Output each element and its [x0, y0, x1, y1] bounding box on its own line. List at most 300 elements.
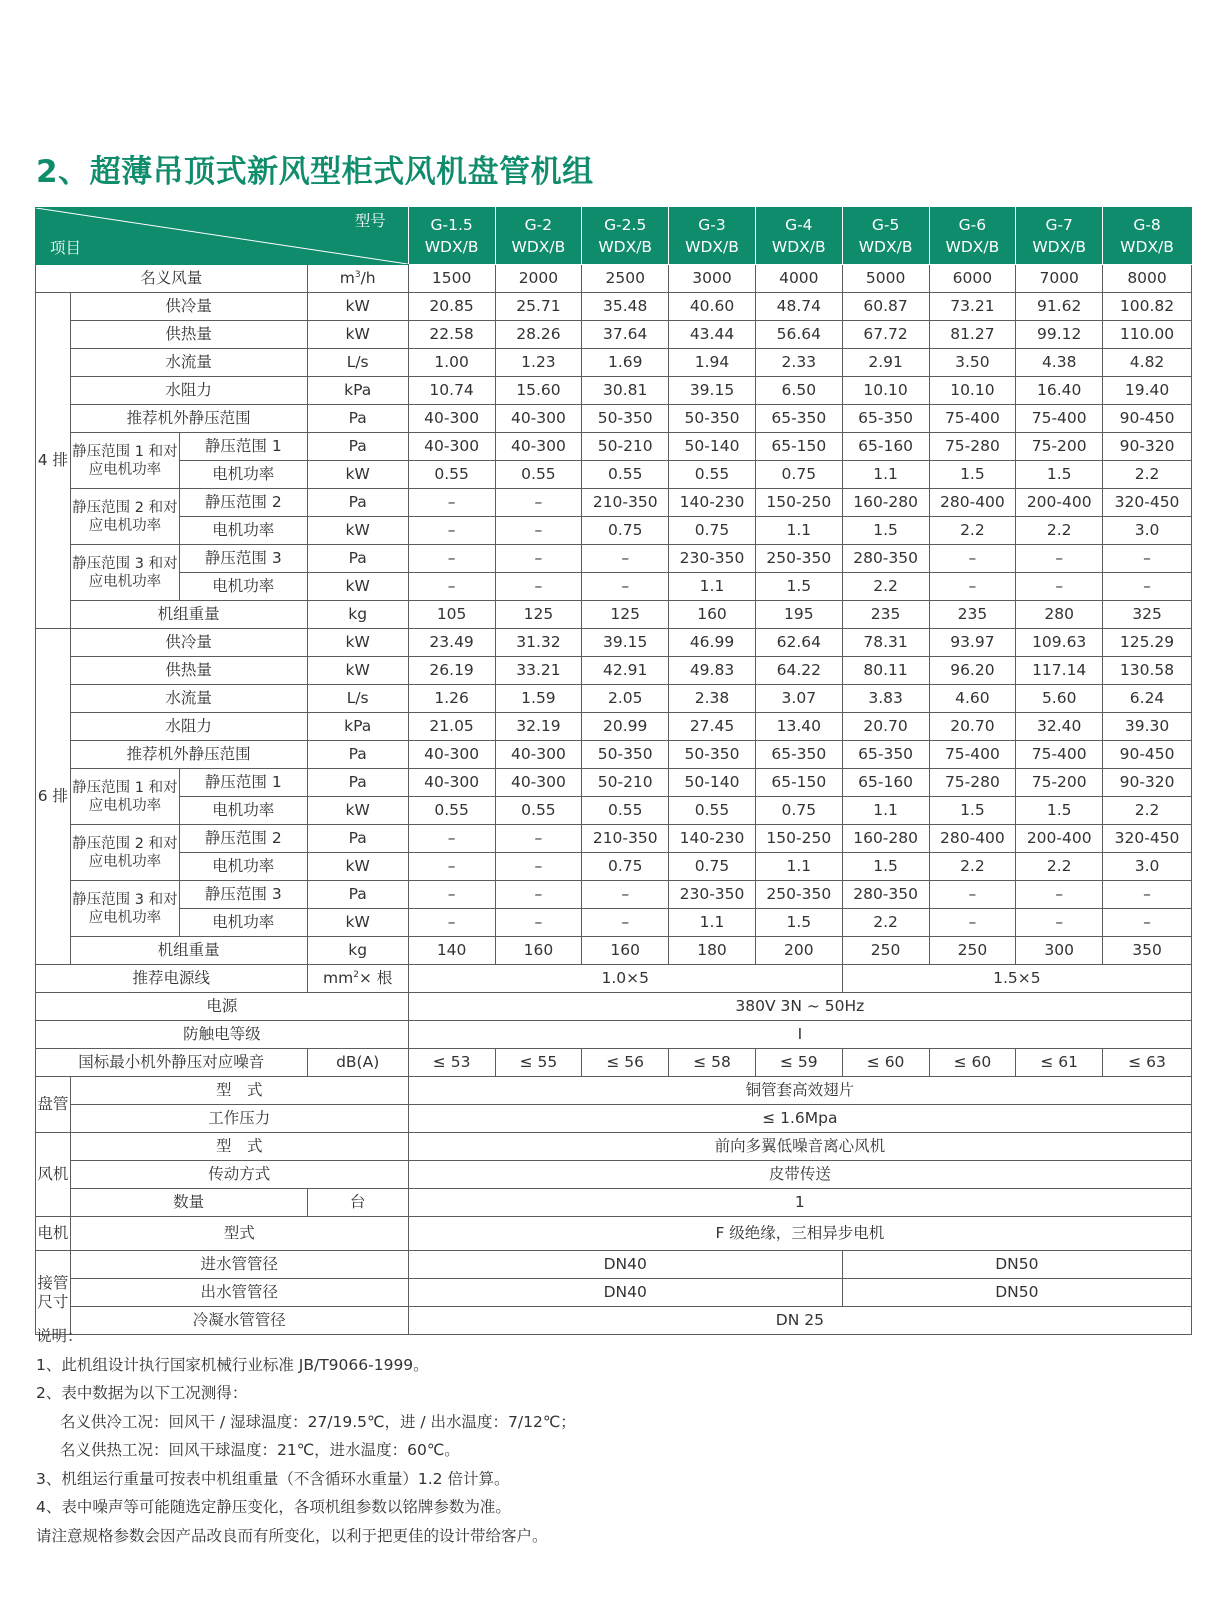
value-cell: 46.99: [669, 629, 756, 657]
value-cell: 0.55: [408, 461, 495, 489]
value-cell: 75-200: [1016, 433, 1103, 461]
value-cell: 0.75: [755, 461, 842, 489]
unit: kg: [307, 601, 408, 629]
value-cell: –: [1016, 909, 1103, 937]
section-label: 风机: [36, 1133, 71, 1217]
value-cell: 50-210: [582, 769, 669, 797]
value-cell: 50-140: [669, 433, 756, 461]
value-cell: ≤ 55: [495, 1049, 582, 1077]
value-cell: 2500: [582, 265, 669, 293]
value-cell: 200-400: [1016, 825, 1103, 853]
value-cell: –: [929, 573, 1016, 601]
sub-label: 静压范围 2: [179, 489, 307, 517]
value-cell: 90-320: [1103, 433, 1192, 461]
value-cell: 75-400: [1016, 405, 1103, 433]
value-cell: 78.31: [842, 629, 929, 657]
value-cell: 30.81: [582, 377, 669, 405]
note-line: 说明：: [36, 1327, 83, 1345]
value-cell: 39.15: [669, 377, 756, 405]
model-header: G-2 WDX/B: [495, 208, 582, 265]
value-cell: DN50: [842, 1251, 1191, 1279]
sub-label: 静压范围 3: [179, 545, 307, 573]
value-cell: 2.2: [842, 909, 929, 937]
value-cell: 10.10: [842, 377, 929, 405]
value-cell: 39.15: [582, 629, 669, 657]
value-cell: 235: [929, 601, 1016, 629]
spec-table: [35, 207, 1192, 1335]
value-cell: 2.38: [669, 685, 756, 713]
row-label: 供热量: [70, 657, 307, 685]
value-cell: 109.63: [1016, 629, 1103, 657]
value-cell: 3.07: [755, 685, 842, 713]
value-cell: 32.40: [1016, 713, 1103, 741]
value-cell: 27.45: [669, 713, 756, 741]
value-cell: 350: [1103, 937, 1192, 965]
row-label: 推荐电源线: [36, 965, 308, 993]
section-label: 接管尺寸: [36, 1251, 71, 1335]
row-label: 冷凝水管管径: [70, 1307, 408, 1335]
value-cell: 1.1: [669, 909, 756, 937]
row-label: 供冷量: [70, 629, 307, 657]
unit: kW: [307, 629, 408, 657]
sub-label: 静压范围 3: [179, 881, 307, 909]
value-cell: 62.64: [755, 629, 842, 657]
value-cell: 65-350: [842, 405, 929, 433]
sub-label: 静压范围 1: [179, 769, 307, 797]
note-line: 2、表中数据为以下工况测得：: [36, 1384, 248, 1402]
unit: $m^3/h$: [307, 265, 408, 293]
value-cell: 20.70: [929, 713, 1016, 741]
value-cell: 75-400: [1016, 741, 1103, 769]
value-cell: 3000: [669, 265, 756, 293]
value-cell: 160-280: [842, 489, 929, 517]
unit: Pa: [307, 825, 408, 853]
value-cell: 3.83: [842, 685, 929, 713]
unit: kg: [307, 937, 408, 965]
value-cell: 1.1: [842, 797, 929, 825]
value-cell: 280-400: [929, 825, 1016, 853]
value-cell: 1.1: [755, 853, 842, 881]
value-cell: 19.40: [1103, 377, 1192, 405]
value-cell: 90-320: [1103, 769, 1192, 797]
value-cell: 40-300: [408, 433, 495, 461]
value-cell: 1.5: [1016, 797, 1103, 825]
value-cell: 2.2: [1103, 461, 1192, 489]
value-cell: –: [408, 853, 495, 881]
value-cell: 2.2: [929, 853, 1016, 881]
value-cell: 150-250: [755, 489, 842, 517]
value-cell: 80.11: [842, 657, 929, 685]
unit: kW: [307, 517, 408, 545]
value-cell: ≤ 58: [669, 1049, 756, 1077]
value-cell: 1.5: [929, 797, 1016, 825]
value-cell: 7000: [1016, 265, 1103, 293]
value-cell: 0.55: [582, 461, 669, 489]
value-cell: 105: [408, 601, 495, 629]
value-cell: –: [929, 881, 1016, 909]
value-cell: 3.50: [929, 349, 1016, 377]
value-cell: 39.30: [1103, 713, 1192, 741]
value-cell: 325: [1103, 601, 1192, 629]
value-cell: –: [1016, 573, 1103, 601]
unit: Pa: [307, 405, 408, 433]
value-cell: 4000: [755, 265, 842, 293]
value-cell: 37.64: [582, 321, 669, 349]
value-cell: 75-400: [929, 741, 1016, 769]
value-cell: 65-350: [755, 741, 842, 769]
value-cell: –: [1103, 909, 1192, 937]
value-cell: 160: [669, 601, 756, 629]
value-cell: –: [929, 909, 1016, 937]
value-cell: 200-400: [1016, 489, 1103, 517]
value-cell: ≤ 63: [1103, 1049, 1192, 1077]
model-header: G-3 WDX/B: [669, 208, 756, 265]
value-cell: –: [1103, 545, 1192, 573]
value-cell: 1.23: [495, 349, 582, 377]
unit: Pa: [307, 881, 408, 909]
group-label: 静压范围 2 和对应电机功率: [70, 825, 179, 881]
row-label: 供热量: [70, 321, 307, 349]
unit: Pa: [307, 433, 408, 461]
model-label: 型号: [354, 212, 386, 230]
value-cell: 300: [1016, 937, 1103, 965]
group-label: 静压范围 2 和对应电机功率: [70, 489, 179, 545]
value-cell: 23.49: [408, 629, 495, 657]
value-cell: 140: [408, 937, 495, 965]
value-cell: 230-350: [669, 881, 756, 909]
value-cell: 1500: [408, 265, 495, 293]
value-cell: 0.55: [408, 797, 495, 825]
model-header: G-2.5 WDX/B: [582, 208, 669, 265]
value-cell: 2000: [495, 265, 582, 293]
value-cell: DN50: [842, 1279, 1191, 1307]
value-cell: –: [1103, 881, 1192, 909]
unit: kPa: [307, 713, 408, 741]
value-cell: –: [1016, 545, 1103, 573]
value-cell: –: [408, 489, 495, 517]
unit: Pa: [307, 489, 408, 517]
sub-label: 静压范围 1: [179, 433, 307, 461]
row-label: 型 式: [70, 1077, 408, 1105]
row-label: 推荐机外静压范围: [70, 405, 307, 433]
value-cell: 280-350: [842, 881, 929, 909]
value-cell: 180: [669, 937, 756, 965]
model-header: G-5 WDX/B: [842, 208, 929, 265]
note-line: 名义供冷工况：回风干 / 湿球温度：27/19.5℃，进 / 出水温度：7/12℃；: [60, 1412, 576, 1431]
group-label: 静压范围 3 和对应电机功率: [70, 881, 179, 937]
value-cell: 40-300: [408, 405, 495, 433]
group-label: 静压范围 1 和对应电机功率: [70, 433, 179, 489]
header-corner: [36, 208, 409, 265]
value-cell: 140-230: [669, 489, 756, 517]
value-cell: ≤ 60: [929, 1049, 1016, 1077]
value-cell: 1.1: [755, 517, 842, 545]
model-header: G-1.5 WDX/B: [408, 208, 495, 265]
value-cell: 160-280: [842, 825, 929, 853]
value-cell: 91.62: [1016, 293, 1103, 321]
value-cell: 0.75: [582, 853, 669, 881]
unit: L/s: [307, 685, 408, 713]
value-cell: 140-230: [669, 825, 756, 853]
value-cell: 0.55: [669, 461, 756, 489]
value-cell: 50-350: [582, 405, 669, 433]
row-label: 名义风量: [36, 265, 308, 293]
value-cell: ≤ 53: [408, 1049, 495, 1077]
value-cell: 1.5: [842, 517, 929, 545]
row-label: 工作压力: [70, 1105, 408, 1133]
value-cell: 50-350: [669, 405, 756, 433]
value-cell: 0.55: [669, 797, 756, 825]
value-cell: 16.40: [1016, 377, 1103, 405]
value-cell: 100.82: [1103, 293, 1192, 321]
value-cell: 1.5: [842, 853, 929, 881]
value-cell: 1.59: [495, 685, 582, 713]
unit: kW: [307, 573, 408, 601]
value-cell: 2.91: [842, 349, 929, 377]
model-header: G-4 WDX/B: [755, 208, 842, 265]
value-cell: 160: [495, 937, 582, 965]
unit: kW: [307, 657, 408, 685]
value-cell: 81.27: [929, 321, 1016, 349]
value-cell: 130.58: [1103, 657, 1192, 685]
value-cell: ≤ 61: [1016, 1049, 1103, 1077]
value-cell: 67.72: [842, 321, 929, 349]
value-cell: 235: [842, 601, 929, 629]
value-cell: 25.71: [495, 293, 582, 321]
unit: 台: [307, 1189, 408, 1217]
value-cell: –: [929, 545, 1016, 573]
value-cell: –: [582, 573, 669, 601]
note-line: 1、此机组设计执行国家机械行业标准 JB/T9066-1999。: [36, 1355, 429, 1374]
value-cell: 50-350: [582, 741, 669, 769]
value-cell: 1.69: [582, 349, 669, 377]
value-cell: –: [495, 881, 582, 909]
row-label: 数量: [70, 1189, 307, 1217]
value-cell: –: [408, 825, 495, 853]
value-cell: 93.97: [929, 629, 1016, 657]
row-label: 机组重量: [70, 601, 307, 629]
value-cell: 20.99: [582, 713, 669, 741]
value-cell: 64.22: [755, 657, 842, 685]
value-cell: 2.2: [1103, 797, 1192, 825]
sub-label: 电机功率: [179, 461, 307, 489]
value-cell: 0.55: [495, 797, 582, 825]
value-cell: –: [408, 909, 495, 937]
unit: kW: [307, 797, 408, 825]
value-cell: 0.55: [582, 797, 669, 825]
value-cell: 5.60: [1016, 685, 1103, 713]
value-cell: 3.0: [1103, 517, 1192, 545]
value-cell: 125: [582, 601, 669, 629]
value-cell: –: [1103, 573, 1192, 601]
value-cell: 65-160: [842, 433, 929, 461]
value-cell: 99.12: [1016, 321, 1103, 349]
value-cell: 73.21: [929, 293, 1016, 321]
value-cell: 2.2: [1016, 517, 1103, 545]
value-cell: 20.70: [842, 713, 929, 741]
unit: kW: [307, 293, 408, 321]
value-cell: 250-350: [755, 881, 842, 909]
value-cell: 1.1: [842, 461, 929, 489]
sub-label: 电机功率: [179, 853, 307, 881]
value-cell: 75-400: [929, 405, 1016, 433]
value-cell: 50-210: [582, 433, 669, 461]
value-cell: 42.91: [582, 657, 669, 685]
value-cell: 1.0×5: [408, 965, 842, 993]
value-cell: 0.75: [669, 853, 756, 881]
value-cell: 32.19: [495, 713, 582, 741]
value-cell: 40-300: [495, 741, 582, 769]
section-label: 4 排: [36, 293, 71, 629]
value-cell: 0.55: [495, 461, 582, 489]
value-cell: 1.26: [408, 685, 495, 713]
value-cell: 2.2: [842, 573, 929, 601]
group-label: 静压范围 3 和对应电机功率: [70, 545, 179, 601]
value-cell: 280-400: [929, 489, 1016, 517]
value-cell: 10.10: [929, 377, 1016, 405]
note-line: 名义供热工况：回风干球温度：21℃，进水温度：60℃。: [60, 1441, 460, 1459]
value-cell: 250-350: [755, 545, 842, 573]
row-label: 供冷量: [70, 293, 307, 321]
row-label: 型式: [70, 1217, 408, 1251]
value-cell: 0.75: [669, 517, 756, 545]
row-label: 电源: [36, 993, 409, 1021]
group-label: 静压范围 1 和对应电机功率: [70, 769, 179, 825]
value-cell: 65-150: [755, 769, 842, 797]
value-cell: 380V 3N ~ 50Hz: [408, 993, 1191, 1021]
value-cell: 1: [408, 1189, 1191, 1217]
sub-label: 电机功率: [179, 573, 307, 601]
value-cell: 28.26: [495, 321, 582, 349]
value-cell: 75-280: [929, 433, 1016, 461]
value-cell: –: [582, 545, 669, 573]
item-label: 项目: [50, 239, 82, 257]
value-cell: 110.00: [1103, 321, 1192, 349]
value-cell: 0.75: [582, 517, 669, 545]
value-cell: –: [495, 489, 582, 517]
value-cell: 230-350: [669, 545, 756, 573]
value-cell: 20.85: [408, 293, 495, 321]
value-cell: 65-350: [842, 741, 929, 769]
unit: Pa: [307, 769, 408, 797]
value-cell: –: [408, 881, 495, 909]
value-cell: 280-350: [842, 545, 929, 573]
value-cell: 1.5: [755, 909, 842, 937]
value-cell: 1.5×5: [842, 965, 1191, 993]
row-label: 出水管管径: [70, 1279, 408, 1307]
value-cell: 60.87: [842, 293, 929, 321]
row-label: 水流量: [70, 685, 307, 713]
value-cell: 1.5: [929, 461, 1016, 489]
value-cell: 50-140: [669, 769, 756, 797]
value-cell: 4.82: [1103, 349, 1192, 377]
note-line: 请注意规格参数会因产品改良而有所变化，以利于把更佳的设计带给客户。: [36, 1526, 548, 1545]
unit: $mm^2\times$ 根: [307, 965, 408, 993]
unit: L/s: [307, 349, 408, 377]
value-cell: –: [582, 881, 669, 909]
row-label: 进水管管径: [70, 1251, 408, 1279]
section-label: 盘管: [36, 1077, 71, 1133]
value-cell: 125.29: [1103, 629, 1192, 657]
value-cell: 210-350: [582, 489, 669, 517]
value-cell: 2.33: [755, 349, 842, 377]
sub-label: 电机功率: [179, 517, 307, 545]
value-cell: 2.05: [582, 685, 669, 713]
value-cell: 35.48: [582, 293, 669, 321]
value-cell: 1.94: [669, 349, 756, 377]
value-cell: –: [495, 545, 582, 573]
value-cell: ≤ 56: [582, 1049, 669, 1077]
row-label: 传动方式: [70, 1161, 408, 1189]
value-cell: –: [408, 545, 495, 573]
section-label: 6 排: [36, 629, 71, 965]
value-cell: 43.44: [669, 321, 756, 349]
value-cell: 0.75: [755, 797, 842, 825]
value-cell: 75-280: [929, 769, 1016, 797]
unit: kW: [307, 461, 408, 489]
value-cell: 33.21: [495, 657, 582, 685]
value-cell: 15.60: [495, 377, 582, 405]
model-header: G-6 WDX/B: [929, 208, 1016, 265]
value-cell: –: [408, 573, 495, 601]
notes: [36, 1322, 576, 1550]
value-cell: 1.00: [408, 349, 495, 377]
value-cell: 8000: [1103, 265, 1192, 293]
row-label: 水阻力: [70, 377, 307, 405]
sub-label: 静压范围 2: [179, 825, 307, 853]
row-label: 水流量: [70, 349, 307, 377]
value-cell: 40-300: [495, 769, 582, 797]
unit: kW: [307, 853, 408, 881]
value-cell: 50-350: [669, 741, 756, 769]
value-cell: 40.60: [669, 293, 756, 321]
value-cell: 2.2: [1016, 853, 1103, 881]
value-cell: 49.83: [669, 657, 756, 685]
value-cell: 65-350: [755, 405, 842, 433]
value-cell: I: [408, 1021, 1191, 1049]
value-cell: 117.14: [1016, 657, 1103, 685]
unit: Pa: [307, 741, 408, 769]
value-cell: 40-300: [495, 405, 582, 433]
row-label: 型 式: [70, 1133, 408, 1161]
value-cell: 前向多翼低噪音离心风机: [408, 1133, 1191, 1161]
section-label: 电机: [36, 1217, 71, 1251]
value-cell: ≤ 1.6Mpa: [408, 1105, 1191, 1133]
value-cell: –: [495, 909, 582, 937]
value-cell: 40-300: [408, 741, 495, 769]
value-cell: 65-150: [755, 433, 842, 461]
value-cell: –: [495, 825, 582, 853]
value-cell: 3.0: [1103, 853, 1192, 881]
value-cell: 皮带传送: [408, 1161, 1191, 1189]
value-cell: 2.2: [929, 517, 1016, 545]
value-cell: ≤ 60: [842, 1049, 929, 1077]
value-cell: 5000: [842, 265, 929, 293]
value-cell: 6000: [929, 265, 1016, 293]
sub-label: 电机功率: [179, 909, 307, 937]
model-header: G-8 WDX/B: [1103, 208, 1192, 265]
value-cell: –: [582, 909, 669, 937]
value-cell: 96.20: [929, 657, 1016, 685]
value-cell: DN40: [408, 1279, 842, 1307]
value-cell: 250: [929, 937, 1016, 965]
value-cell: –: [408, 517, 495, 545]
unit: kW: [307, 321, 408, 349]
value-cell: 90-450: [1103, 741, 1192, 769]
value-cell: –: [495, 573, 582, 601]
sub-label: 电机功率: [179, 797, 307, 825]
value-cell: 65-160: [842, 769, 929, 797]
